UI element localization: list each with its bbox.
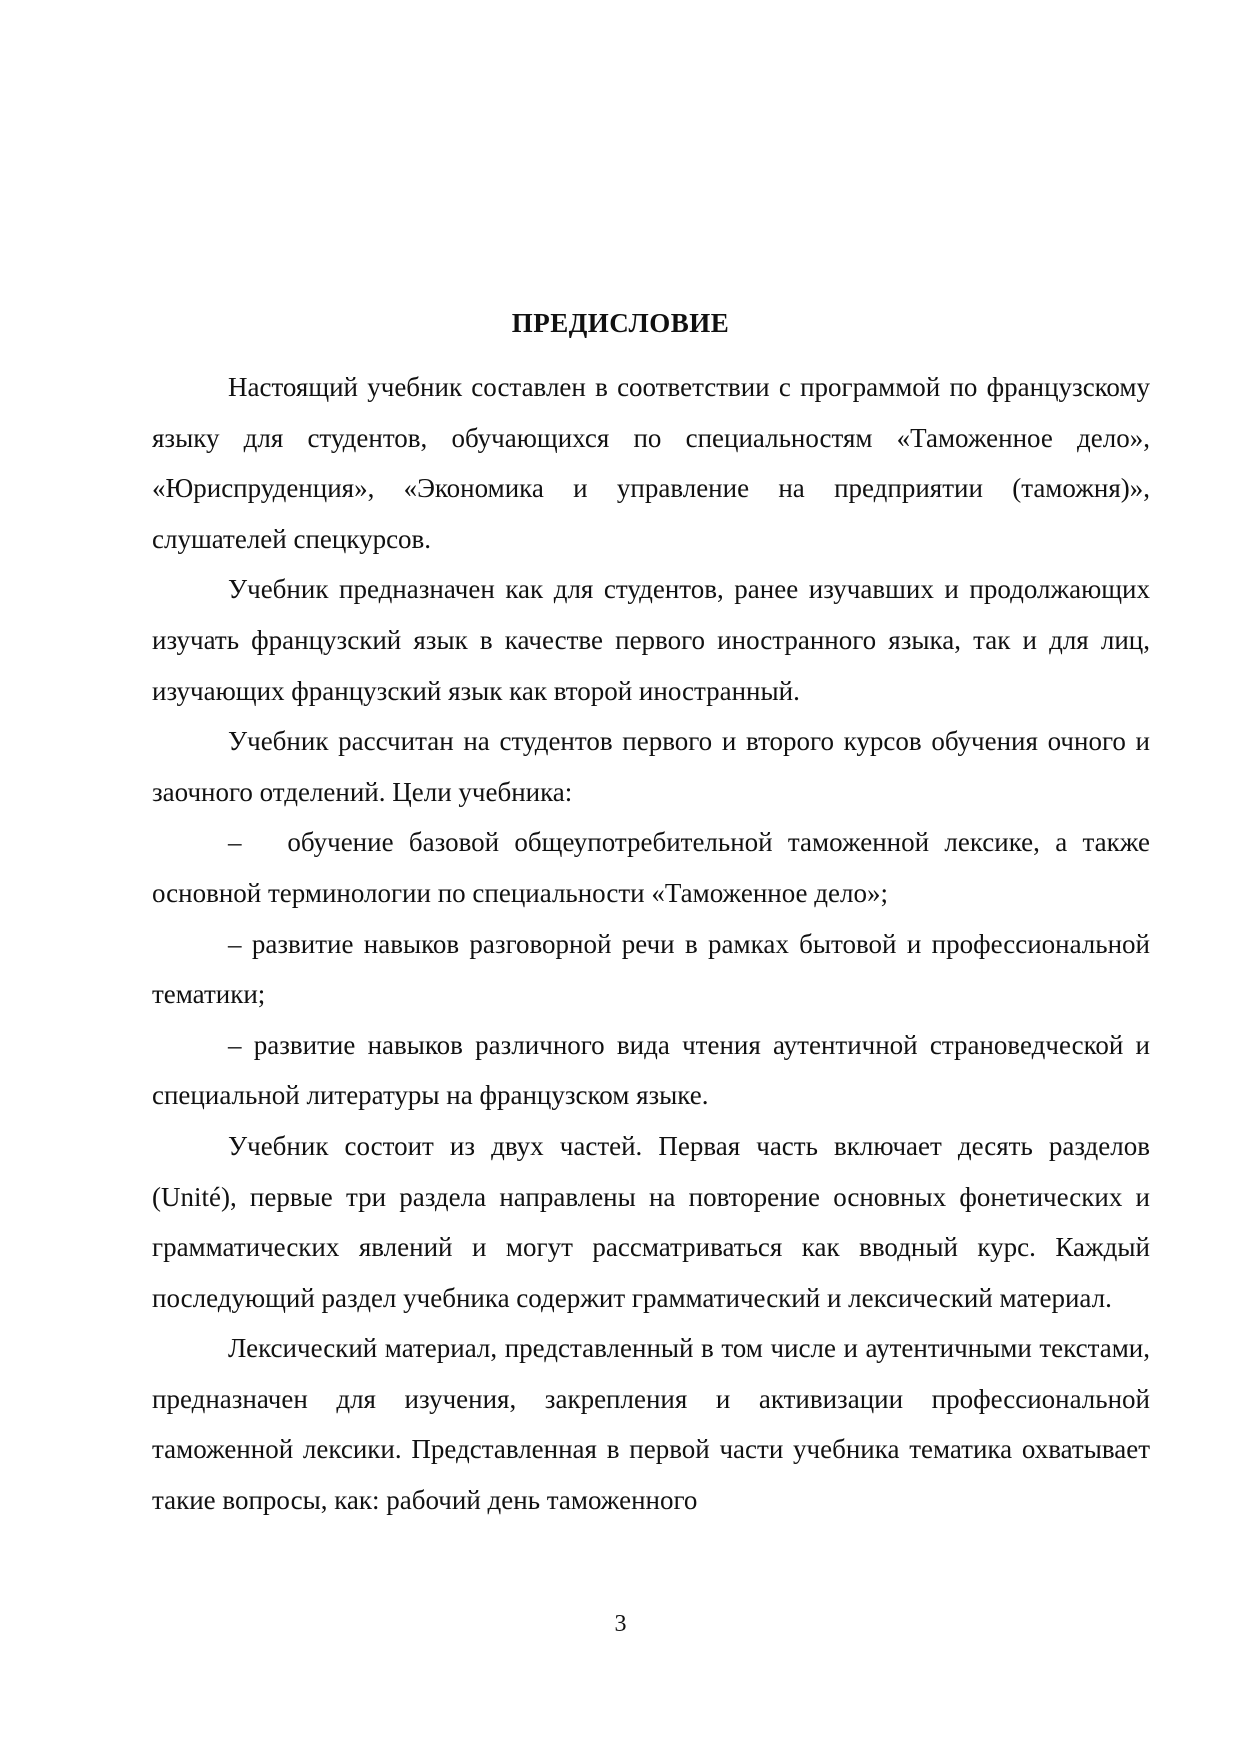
paragraph: Настоящий учебник составлен в соответствии с программой по французскому языку для студентов, обучающихся по специальностям «Таможенное дело», «Юриспруденция», «Экономика и управление на предприятии (таможня)», слушателей спецкурсов. (152, 372, 1150, 554)
list-item: – развитие навыков разговорной речи в рамках бытовой и профессиональной тематики; (152, 928, 1150, 1010)
page-number: 3 (614, 1611, 627, 1637)
paragraph: Учебник предназначен как для студентов, ранее изучавших и продолжающих изучать французский язык в качестве первого иностранного языка, так и для лиц, изучающих французский язык как второй иностранный. (152, 574, 1150, 706)
paragraph: Учебник состоит из двух частей. Первая часть включает десять разделов (Unité), первые три раздела направлены на повторение основных фонетических и грамматических явлений и могут рассматриваться как вводный курс. Каждый последующий раздел учебника содержит грамматический и лексический материал. (152, 1130, 1150, 1313)
paragraph: Лексический материал, представленный в том числе и аутентичными текстами, предназначен для изучения, закрепления и активизации профессиональной таможенной лексики. Представленная в первой части учебника тематика охватывает такие вопросы, как: рабочий день таможенного (152, 1333, 1150, 1516)
page-title: ПРЕДИСЛОВИЕ (511, 308, 730, 338)
body-text (152, 362, 1150, 1526)
list-item: – развитие навыков различного вида чтения аутентичной страноведческой и специальной литературы на французском языке. (152, 1029, 1150, 1111)
paragraph: Учебник рассчитан на студентов первого и второго курсов обучения очного и заочного отделений. Цели учебника: (152, 726, 1150, 807)
list-item: – обучение базовой общеупотребительной таможенной лексике, а также основной терминологии по специальности «Таможенное дело»; (152, 827, 1150, 908)
